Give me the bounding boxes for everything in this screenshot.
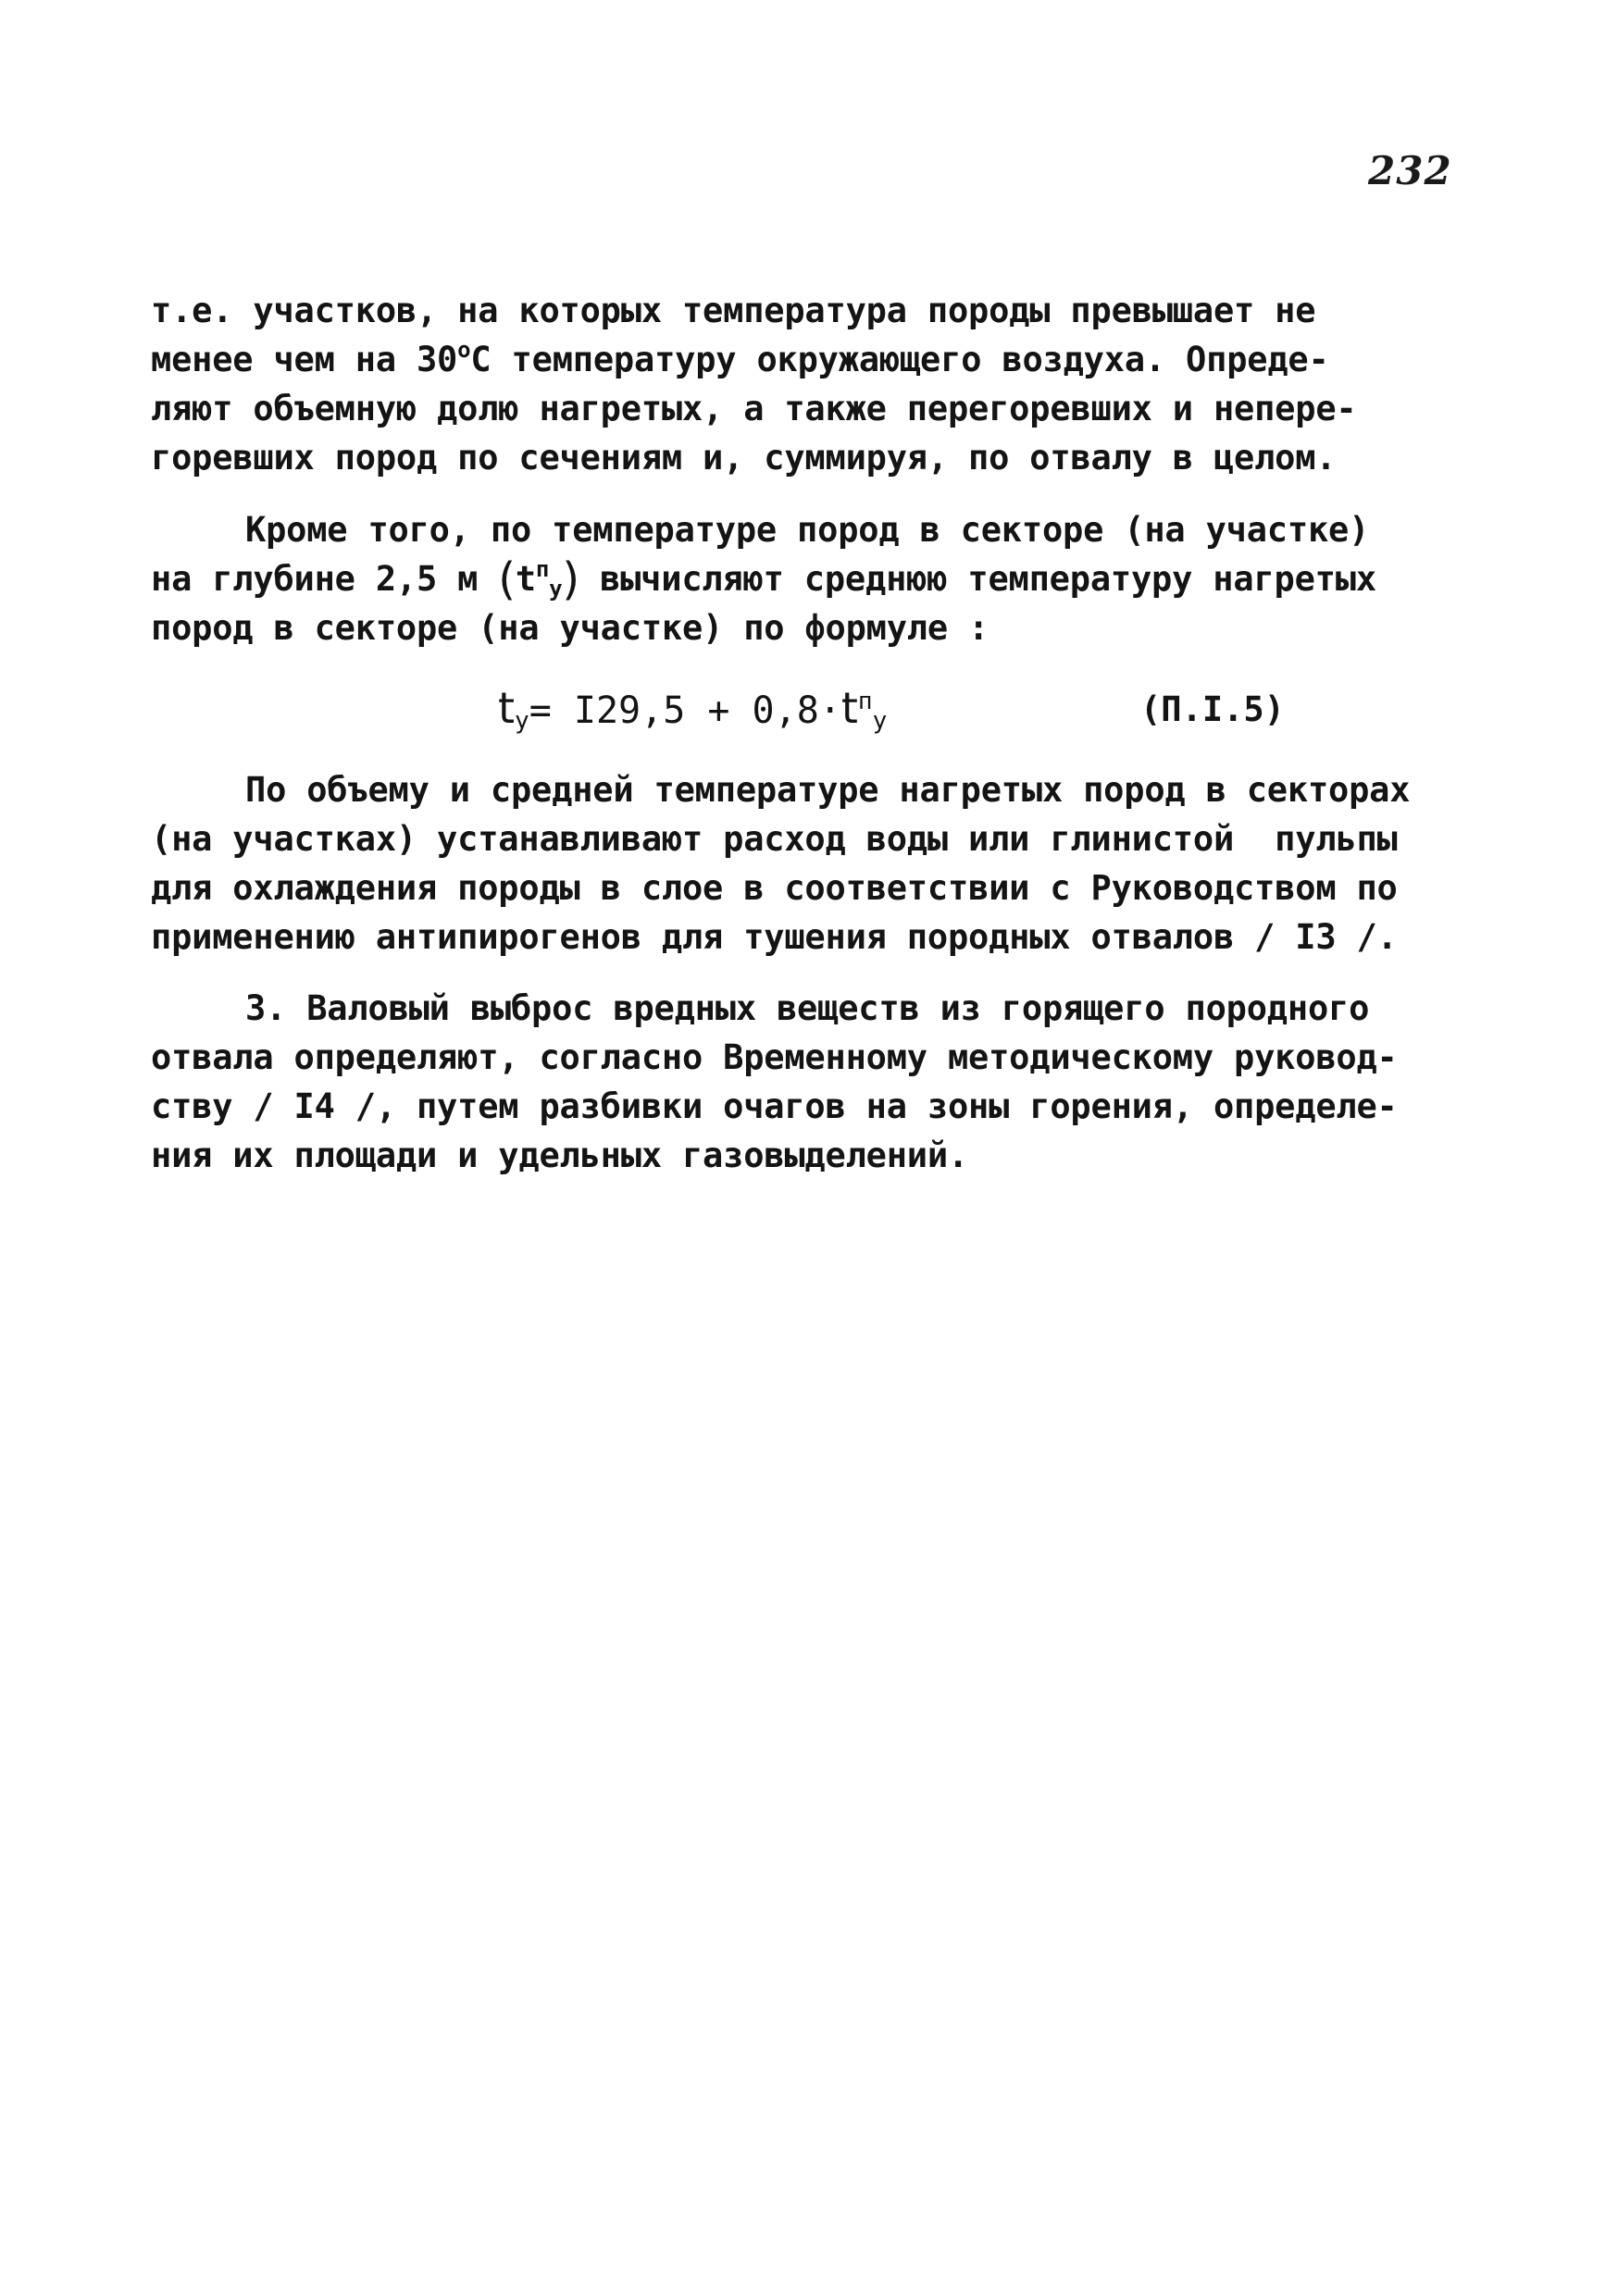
- formula-rhs-superscript: п: [857, 688, 873, 715]
- open-parenthesis: (: [498, 553, 516, 605]
- degree-sign: o: [457, 337, 471, 363]
- paragraph-3-line-2: (на участках) устанавливают расход воды или глинистой пульпы: [151, 819, 1398, 859]
- paragraph-1-line-2: [151, 338, 1329, 382]
- paragraph-2-line-2-start: на глубине 2,5 м: [151, 559, 499, 599]
- paragraph-2-line-2-end: вычисляют среднюю температуру нагретых: [579, 559, 1376, 599]
- paragraph-1-line-2-start: менее чем на 30: [151, 340, 458, 379]
- paragraph-3-line-1: По объему и средней температуре нагретых пород в секторах: [245, 770, 1411, 810]
- paragraph-4-line-1: 3. Валовый выброс вредных веществ из горящего породного: [245, 988, 1370, 1028]
- inline-variable-t: t: [515, 559, 536, 599]
- inline-superscript: п: [535, 556, 550, 582]
- formula-rhs-variable: t: [840, 683, 858, 733]
- paragraph-1-line-3: ляют объемную долю нагретых, а также перегоревших и непере-: [151, 389, 1357, 428]
- paragraph-4-line-4: ния их площади и удельных газовыделений.: [151, 1136, 969, 1175]
- close-parenthesis: ): [562, 553, 579, 605]
- formula-rhs-text: I29,5 + 0,8·: [551, 689, 841, 732]
- paragraph-2-line-3: пород в секторе (на участке) по формуле :: [151, 608, 989, 648]
- formula-lhs-variable: t: [498, 683, 516, 733]
- formula: [498, 683, 887, 736]
- paragraph-1-line-2-end: С температуру окружающего воздуха. Опреде-: [470, 340, 1329, 379]
- paragraph-2-line-1: Кроме того, по температуре пород в секторе (на участке): [245, 510, 1370, 550]
- paragraph-1-line-1: т.е. участков, на которых температура породы превышает не: [151, 291, 1316, 330]
- paragraph-4-line-3: ству / I4 /, путем разбивки очагов на зоны горения, определе-: [151, 1086, 1398, 1126]
- formula-number: (П.I.5): [1140, 689, 1285, 729]
- paragraph-3-line-3: для охлаждения породы в слое в соответствии с Руководством по: [151, 868, 1398, 908]
- paragraph-3-line-4: применению антипирогенов для тушения породных отвалов / I3 /.: [151, 917, 1398, 957]
- inline-subscript: у: [549, 576, 563, 602]
- paragraph-2-line-2: [151, 553, 1376, 605]
- page-number: 232: [1368, 148, 1452, 193]
- paragraph-4-line-2: отвала определяют, согласно Временному методическому руковод-: [151, 1037, 1398, 1077]
- formula-lhs-subscript: у: [515, 707, 529, 735]
- paragraph-1-line-4: горевших пород по сечениям и, суммируя, по отвалу в целом.: [151, 438, 1337, 478]
- formula-equals: =: [529, 689, 552, 732]
- formula-rhs-subscript: у: [872, 707, 888, 735]
